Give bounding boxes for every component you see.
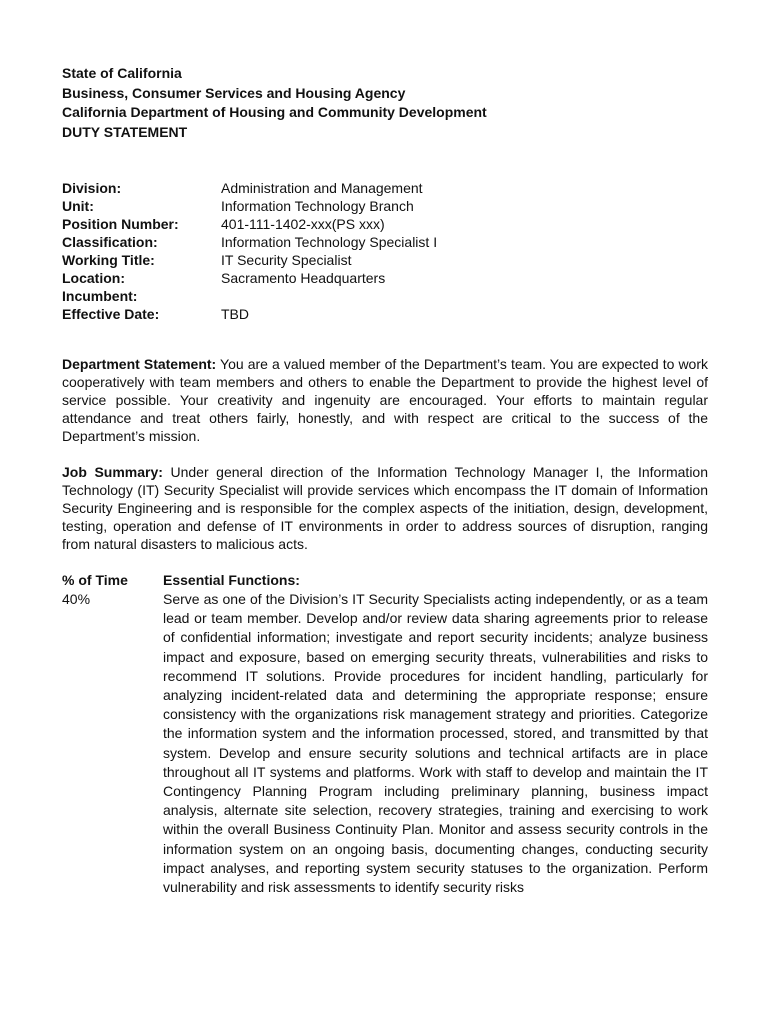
info-row-classification xyxy=(62,233,708,251)
header-agency: Business, Consumer Services and Housing Agency xyxy=(62,84,406,101)
info-row-unit xyxy=(62,197,708,215)
job-summary-text: Under general direction of the Information Technology Manager I, the Information Technology (IT) Security Specialist will provide services which encompass the IT domain of Information Security Engineering and is responsible for the complex aspects of the initiation, design, development, testing, operation and defense of IT environments in order to address sources of disruption, ranging from natural disasters to malicious acts. xyxy=(62,464,708,552)
info-label: Location: xyxy=(62,270,125,286)
info-value: Administration and Management xyxy=(221,180,423,196)
position-info xyxy=(62,179,708,323)
header-department: California Department of Housing and Community Development xyxy=(62,104,487,120)
department-statement-text: You are a valued member of the Department’s team. You are expected to work cooperatively with team members and others to enable the Department to provide the highest level of service possible. Your creativity and ingenuity are encouraged. Your efforts to maintain regular attendance and treat others fairly, honestly, and with respect are critical to the success of the Department’s mission. xyxy=(62,356,709,444)
duty-statement-page xyxy=(62,64,708,897)
info-value: IT Security Specialist xyxy=(221,252,352,268)
info-row-working-title xyxy=(62,251,708,269)
info-value: Information Technology Specialist I xyxy=(221,234,438,250)
essential-functions-section xyxy=(62,571,708,897)
info-row-position-number xyxy=(62,215,708,233)
info-label: Incumbent: xyxy=(62,288,138,304)
info-value: 401-111-1402-xxx(PS xxx) xyxy=(221,216,385,232)
department-statement xyxy=(62,355,708,445)
info-label: Classification: xyxy=(62,234,158,250)
function-description: Serve as one of the Division’s IT Security Specialists acting independently, or as a team lead or team member. Develop and/or review data sharing agreements prior to release of confidential information; investigate and report security incidents; analyze business impact and exposure, based on emerging security threats, vulnerabilities and risks to recommend IT solutions. Provide procedures for incident handling, particularly for analyzing incident-related data and determining the appropriate response; ensure consistency with the organizations risk management strategy and priorities. Categorize the information system and the information processed, stored, and transmitted by that system. Develop and ensure security solutions and technical artifacts are in place throughout all IT systems and platforms. Work with staff to develop and maintain the IT Contingency Planning Program including preliminary planning, business impact analysis, alternate site selection, recovery strategies, training and exercising to work within the overall Business Continuity Plan. Monitor and assess security controls in the information system on an ongoing basis, documenting changes, conducting security impact analyses, and reporting system security statuses to the organization. Perform vulnerability and risk assessments to identify security risks xyxy=(163,591,708,896)
job-summary xyxy=(62,463,708,553)
info-label: Unit: xyxy=(62,198,94,214)
functions-header: Essential Functions: xyxy=(163,572,300,588)
info-value: TBD xyxy=(221,306,249,322)
info-value: Information Technology Branch xyxy=(221,198,414,214)
time-column xyxy=(62,571,157,609)
header-state: State of California xyxy=(62,65,182,81)
function-percent: 40% xyxy=(62,591,91,607)
functions-column xyxy=(163,571,708,897)
info-label: Position Number: xyxy=(62,216,179,232)
info-value: Sacramento Headquarters xyxy=(221,270,386,286)
info-row-location xyxy=(62,269,708,287)
job-summary-label: Job Summary: xyxy=(62,464,163,480)
info-label: Division: xyxy=(62,180,122,196)
department-statement-label: Department Statement: xyxy=(62,356,217,372)
time-header: % of Time xyxy=(62,572,128,588)
info-row-effective-date xyxy=(62,305,708,323)
info-row-division xyxy=(62,179,708,197)
header-title: DUTY STATEMENT xyxy=(62,123,188,140)
document-header xyxy=(62,64,708,142)
info-row-incumbent xyxy=(62,287,708,305)
info-label: Working Title: xyxy=(62,252,155,268)
info-label: Effective Date: xyxy=(62,306,160,322)
